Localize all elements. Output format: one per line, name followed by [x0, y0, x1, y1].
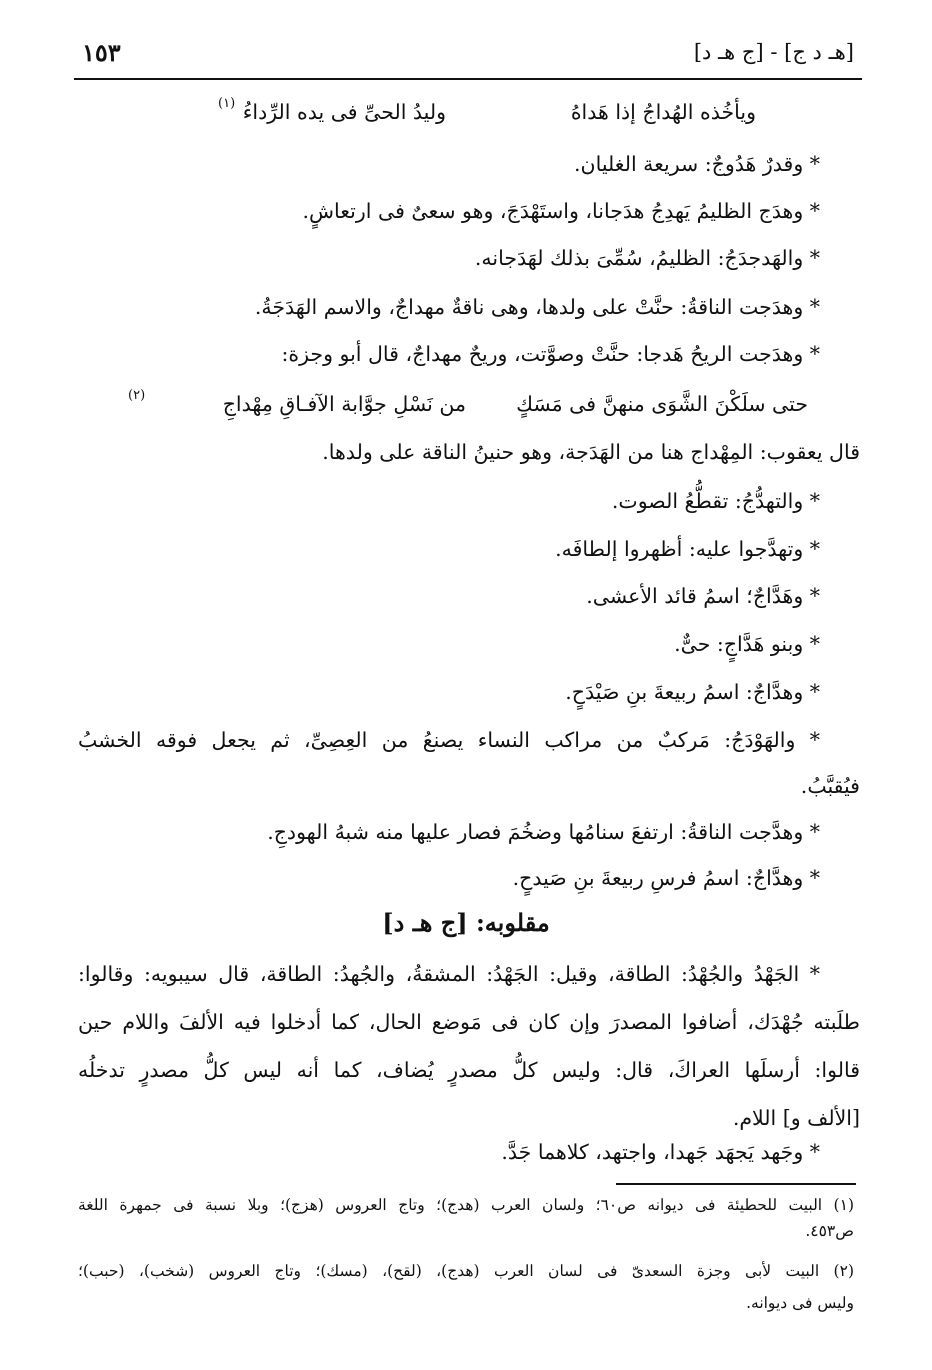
- header-rule: [74, 78, 862, 80]
- section-line: * الجَهْدُ والجُهْدُ: الطاقة، وقيل: الجَهْدُ: المشقةُ، والجُهدُ: الطاقة، قال سيبويه: وقالوا:: [78, 962, 820, 986]
- footnote-2-cont: وليس فى ديوانه.: [746, 1294, 854, 1312]
- entry-line: * وقدرٌ هَدُوجٌ: سريعة الغليان.: [574, 152, 820, 176]
- footnote-rule: [616, 1183, 856, 1185]
- entry-line: * وهدَجت الناقةُ: حنَّتْ على ولدها، وهى ناقةٌ مهداجٌ، والاسم الهَدَجَةُ.: [254, 295, 820, 319]
- entry-line: * وهدَج الظليمُ يَهدِجُ هدَجانا، واستَهْدَجَ، وهو سعىٌ فى ارتعاشٍ.: [302, 199, 820, 223]
- entry-line: فيُقبَّبُ.: [800, 774, 860, 798]
- section-line: [الألف و] اللام.: [732, 1106, 860, 1130]
- entry-line: * وهدَّاجٌ: اسمُ ربيعةَ بنِ صَيْدَحٍ.: [565, 680, 820, 704]
- entry-line: * والهَدجدَجُ: الظليمُ، سُمِّىَ بذلك لهَدَجانه.: [474, 246, 820, 270]
- section-heading: مقلوبه: [ج هـ د]: [382, 908, 550, 937]
- section-line: * وجَهد يَجهَد جَهدا، واجتهد، كلاهما جَدَّ.: [501, 1140, 820, 1164]
- verse2-left-hemistich: من نَسْلِ جوَّابة الآفـاقِ مِهْداجِ: [222, 392, 466, 416]
- footnote-1-cont: ص٤٥٣.: [805, 1222, 854, 1240]
- section-line: قالوا: أرسلَها العراكَ، قال: وليس كلُّ مصدرٍ يُضاف، كما أنه ليس كلُّ مصدرٍ تدخلُه: [78, 1058, 860, 1082]
- verse2-right-hemistich: حتى سلَكْنَ الشَّوَى منهنَّ فى مَسَكٍ: [516, 392, 808, 416]
- section-line: طلَبته جُهْدَك، أضافوا المصدرَ وإن كان فى مَوضع الحال، كما أدخلوا فيه الألفَ واللام حين: [78, 1010, 860, 1034]
- entry-line: * وهدَجت الريحُ هَدجا: حنَّتْ وصوَّتت، وريحٌ مهداجٌ، قال أبو وجزة:: [281, 342, 820, 366]
- entry-line: * وتهدَّجوا عليه: أظهروا إلطافَه.: [555, 537, 820, 561]
- verse2-footnote-marker: (٢): [128, 388, 146, 403]
- entry-line: * والتهدُّجُ: تقطُّعُ الصوت.: [611, 489, 820, 513]
- running-head: [هـ د ج] - [ج هـ د]: [693, 40, 854, 64]
- verse1-left-hemistich: وليدُ الحىِّ فى يده الرِّداءُ: [242, 100, 446, 124]
- verse1-right-hemistich: ويأخُذه الهُداجُ إذا هَداهُ: [570, 100, 756, 124]
- page-number: ١٥٣: [82, 38, 121, 67]
- entry-line: * وبنو هَدَّاجٍ: حىٌّ.: [674, 632, 820, 656]
- entry-line: * وهدَّجت الناقةُ: ارتفعَ سنامُها وضخُمَ فصار عليها منه شبهُ الهودجِ.: [267, 820, 820, 844]
- entry-line: * وهدَّاجٌ: اسمُ فرسِ ربيعةَ بنِ صَيدحٍ.: [512, 866, 820, 890]
- entry-line: * والهَوْدَجُ: مَركبٌ من مراكب النساء يصنعُ من العِصِىِّ، ثم يجعل فوقه الخشبُ: [78, 728, 820, 752]
- entry-line: قال يعقوب: المِهْداج هنا من الهَدَجة، وهو حنينُ الناقة على ولدها.: [322, 440, 860, 464]
- footnote-2: (٢) البيت لأبى وجزة السعدىّ فى لسان العرب (هدج)، (لقح)، (مسك)؛ وتاج العروس (شخب)، (حبب)؛: [78, 1262, 854, 1280]
- footnote-1: (١) البيت للحطيئة فى ديوانه ص٦٠؛ ولسان العرب (هدج)؛ وتاج العروس (هزج)؛ وبلا نسبة فى جمهرة اللغة: [78, 1196, 854, 1214]
- verse1-footnote-marker: (١): [218, 96, 236, 111]
- entry-line: * وهَدَّاجٌ؛ اسمُ قائد الأعشى.: [586, 584, 820, 608]
